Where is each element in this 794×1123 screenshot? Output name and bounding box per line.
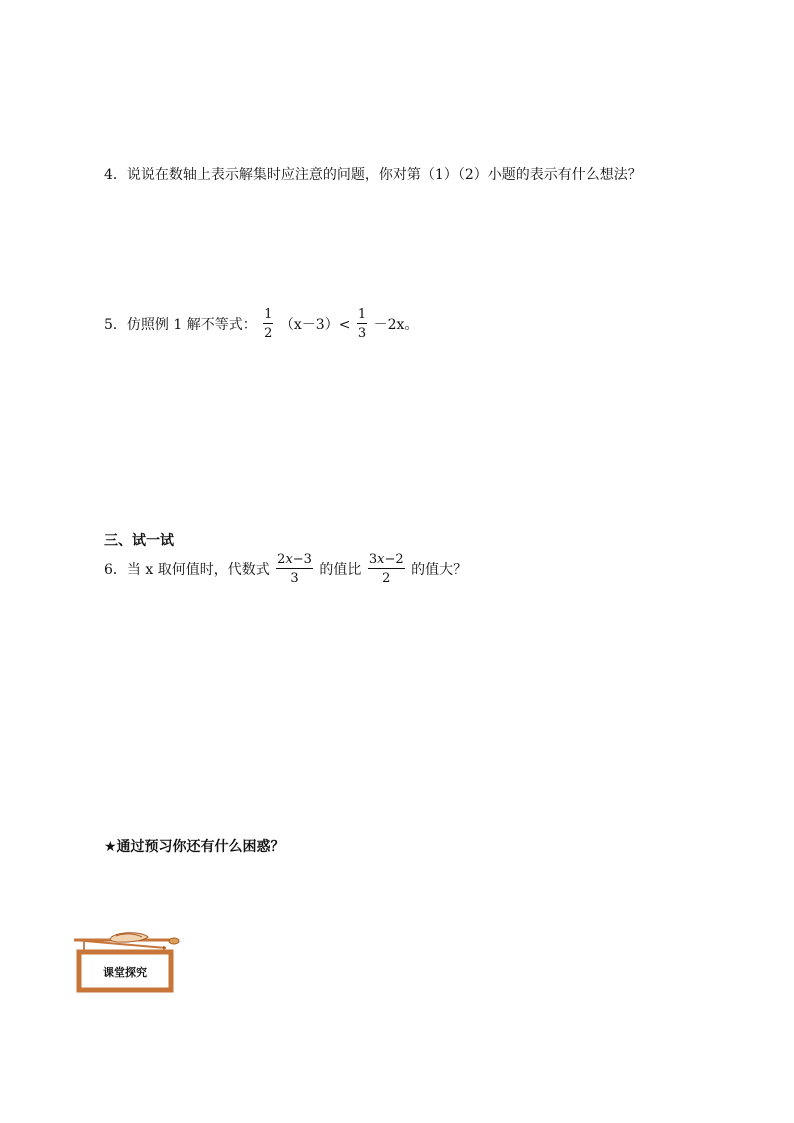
fraction-denominator: 2: [264, 326, 273, 341]
question-4: [104, 164, 642, 184]
numerator-coef: 3: [368, 552, 378, 567]
question-5-suffix: －2x。: [373, 317, 419, 333]
fraction-2x-minus-3-over-3: [276, 553, 313, 585]
numerator-var: x: [377, 552, 385, 567]
numerator-const: −2: [384, 552, 404, 567]
question-6-middle: 的值比: [319, 562, 362, 578]
hanging-sign-icon: [70, 928, 182, 994]
fraction-numerator: [276, 553, 313, 569]
section-3-heading: [104, 530, 174, 550]
question-5-prefix: 5．仿照例 1 解不等式：: [104, 317, 257, 333]
question-6-prefix: 6．当 x 取何值时，代数式: [104, 562, 270, 578]
sign-label: 课堂探究: [103, 966, 147, 979]
question-6-suffix: 的值大？: [411, 562, 468, 578]
fraction-3x-minus-2-over-2: [368, 553, 405, 585]
numerator-const: −3: [292, 552, 312, 567]
numerator-var: x: [285, 552, 293, 567]
fraction-denominator: 2: [382, 571, 391, 586]
question-6: [104, 553, 467, 585]
question-5: [104, 308, 418, 340]
fraction-numerator: 1: [264, 307, 273, 322]
fraction-one-half: [263, 308, 273, 340]
question-4-text: 4．说说在数轴上表示解集时应注意的问题，你对第（1）（2）小题的表示有什么想法？: [104, 167, 642, 183]
fraction-denominator: 3: [290, 571, 299, 586]
fraction-one-third: [357, 308, 367, 340]
section-3-heading-text: 三、试一试: [104, 533, 174, 549]
fraction-denominator: 3: [357, 326, 367, 341]
numerator-coef: 2: [277, 552, 286, 567]
fraction-numerator: [368, 553, 405, 569]
question-5-middle: （x－3）<: [279, 317, 351, 333]
doubt-prompt: [104, 836, 285, 856]
doubt-prompt-text: ★通过预习你还有什么困惑？: [104, 839, 285, 855]
fraction-numerator: 1: [357, 307, 367, 322]
sign-graphic: [70, 928, 182, 994]
